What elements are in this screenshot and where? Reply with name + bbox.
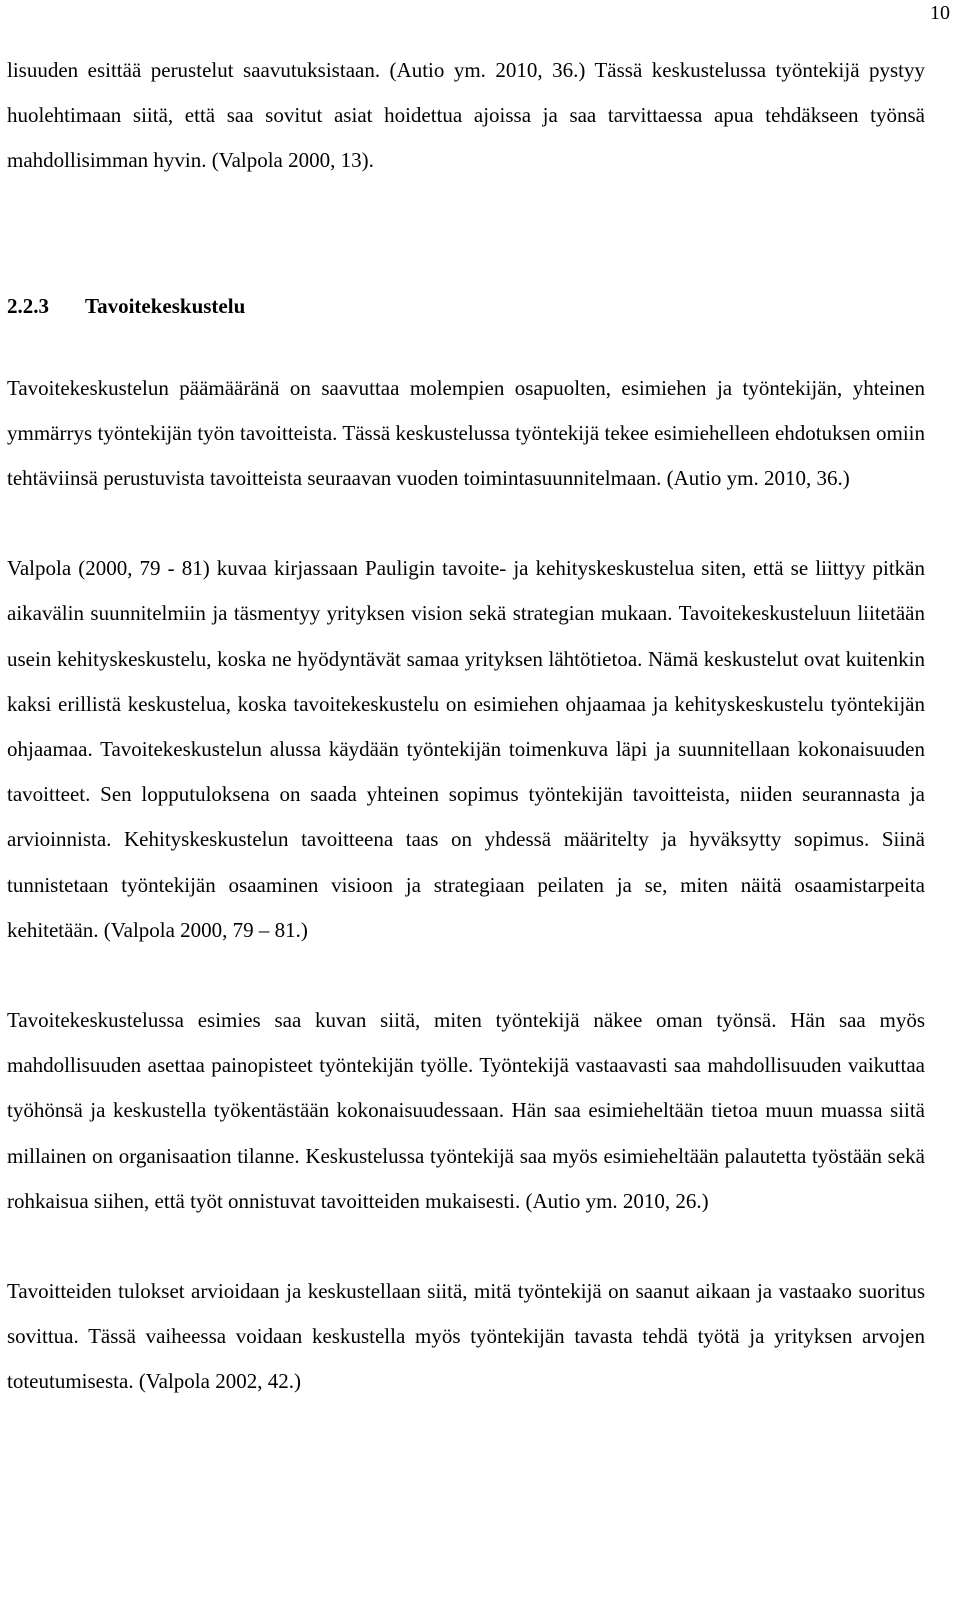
section-title: Tavoitekeskustelu — [85, 293, 246, 318]
document-body — [7, 45, 925, 1405]
paragraph-continuation: lisuuden esittää perustelut saavutuksistaan. (Autio ym. 2010, 36.) Tässä keskustelussa työntekijä pystyy huolehtimaan siitä, että saa sovitut asiat hoidettua ajoissa ja saa tarvittaessa apua tehdäkseen työnsä mahdollisimman hyvin. (Valpola 2000, 13). — [7, 58, 925, 173]
page-number: 10 — [930, 2, 950, 24]
section-number: 2.2.3 — [7, 293, 49, 318]
paragraph-supervisor-view: Tavoitekeskustelussa esimies saa kuvan siitä, miten työntekijä näkee oman työnsä. Hän saa myös mahdollisuuden asettaa painopisteet työntekijän työlle. Työntekijä vastaavasti saa mahdollisuuden vaikuttaa työhönsä ja keskustella työkentästään kokonaisuudessaan. Hän saa esimieheltään tietoa muun muassa siitä millainen on organisaation tilanne. Keskustelussa työntekijä saa myös esimieheltään palautetta työstään sekä rohkaisua siihen, että työt onnistuvat tavoitteiden mukaisesti. (Autio ym. 2010, 26.) — [7, 1008, 925, 1213]
section-heading — [7, 284, 925, 329]
paragraph-results-evaluation: Tavoitteiden tulokset arvioidaan ja keskustellaan siitä, mitä työntekijä on saanut aikaan ja vastaako suoritus sovittua. Tässä vaiheessa voidaan keskustella myös työntekijän tavasta tehdä työtä ja yrityksen arvojen toteutumisesta. (Valpola 2002, 42.) — [7, 1279, 925, 1394]
paragraph-goal-discussion-purpose: Tavoitekeskustelun päämääränä on saavuttaa molempien osapuolten, esimiehen ja työntekijän, yhteinen ymmärrys työntekijän työn tavoitteista. Tässä keskustelussa työntekijä tekee esimiehelleen ehdotuksen omiin tehtäviinsä perustuvista tavoitteista seuraavan vuoden toimintasuunnitelmaan. (Autio ym. 2010, 36.) — [7, 375, 925, 491]
paragraph-valpola-paulig: Valpola (2000, 79 - 81) kuvaa kirjassaan Pauligin tavoite- ja kehityskeskustelua siten, että se liittyy pitkän aikavälin suunnitelmiin ja täsmentyy yrityksen vision sekä strategian mukaan. Tavoitekeskusteluun liitetään usein kehityskeskustelu, koska ne hyödyntävät samaa yrityksen lähtötietoa. Nämä keskustelut ovat kuitenkin kaksi erillistä keskustelua, koska tavoitekeskustelu on esimiehen ohjaamaa ja kehityskeskustelu työntekijän ohjaamaa. Tavoitekeskustelun alussa käydään työntekijän toimenkuva läpi ja suunnitellaan kokonaisuuden tavoitteet. Sen lopputuloksena on saada yhteinen sopimus työntekijän tavoitteista, niiden seurannasta ja arvioinnista. Kehityskeskustelun tavoitteena taas on yhdessä määritelty ja hyväksytty sopimus. Siinä tunnistetaan työntekijän osaaminen visioon ja strategiaan peilaten ja se, miten näitä osaamistarpeita kehitetään. (Valpola 2000, 79 – 81.) — [7, 556, 925, 942]
